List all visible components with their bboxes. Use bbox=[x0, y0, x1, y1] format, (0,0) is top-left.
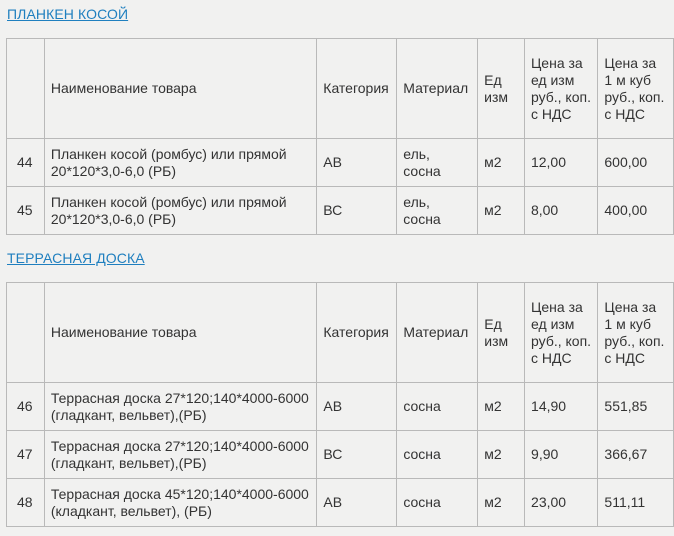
table-header-row bbox=[7, 283, 674, 383]
row-category: АВ bbox=[317, 139, 397, 187]
row-name: Террасная доска 27*120;140*4000-6000 (гладкант, вельвет),(РБ) bbox=[44, 431, 317, 479]
row-name: Планкен косой (ромбус) или прямой 20*120*3,0-6,0 (РБ) bbox=[44, 187, 316, 235]
header-unit: Ед изм bbox=[478, 39, 525, 139]
row-num: 46 bbox=[7, 383, 45, 431]
row-price-m3: 551,85 bbox=[598, 383, 674, 431]
terrace-price-table bbox=[6, 282, 674, 527]
row-price-unit: 23,00 bbox=[525, 479, 598, 527]
header-unit: Ед изм bbox=[478, 283, 525, 383]
header-material: Материал bbox=[397, 283, 478, 383]
header-material: Материал bbox=[397, 39, 478, 139]
planken-price-table bbox=[6, 38, 674, 235]
header-category: Категория bbox=[317, 39, 397, 139]
row-price-unit: 14,90 bbox=[525, 383, 598, 431]
header-price-unit: Цена за ед изм руб., коп. с НДС bbox=[525, 283, 598, 383]
row-name: Планкен косой (ромбус) или прямой 20*120*3,0-6,0 (РБ) bbox=[44, 139, 316, 187]
row-name: Террасная доска 27*120;140*4000-6000 (гладкант, вельвет),(РБ) bbox=[44, 383, 317, 431]
header-category: Категория bbox=[317, 283, 397, 383]
section-title-terrace[interactable]: ТЕРРАСНАЯ ДОСКА bbox=[7, 250, 145, 266]
row-unit: м2 bbox=[478, 139, 525, 187]
table-row bbox=[7, 431, 674, 479]
section-title-planken[interactable]: ПЛАНКЕН КОСОЙ bbox=[7, 6, 129, 22]
row-price-m3: 600,00 bbox=[598, 139, 674, 187]
row-unit: м2 bbox=[478, 383, 525, 431]
row-num: 44 bbox=[7, 139, 45, 187]
table-header-row bbox=[7, 39, 674, 139]
row-unit: м2 bbox=[478, 479, 525, 527]
row-price-unit: 8,00 bbox=[524, 187, 597, 235]
row-category: ВС bbox=[317, 431, 397, 479]
row-material: сосна bbox=[397, 431, 478, 479]
row-category: ВС bbox=[317, 187, 397, 235]
row-price-m3: 511,11 bbox=[598, 479, 674, 527]
row-num: 45 bbox=[7, 187, 45, 235]
header-name: Наименование товара bbox=[44, 283, 317, 383]
row-material: ель, сосна bbox=[397, 139, 478, 187]
row-material: ель, сосна bbox=[397, 187, 478, 235]
header-price-m3: Цена за 1 м куб руб., коп. с НДС bbox=[598, 39, 674, 139]
table-row bbox=[7, 479, 674, 527]
header-name: Наименование товара bbox=[44, 39, 316, 139]
row-category: АВ bbox=[317, 383, 397, 431]
table-row bbox=[7, 139, 674, 187]
row-unit: м2 bbox=[478, 431, 525, 479]
row-unit: м2 bbox=[478, 187, 525, 235]
row-price-unit: 9,90 bbox=[525, 431, 598, 479]
row-category: АВ bbox=[317, 479, 397, 527]
table-row bbox=[7, 383, 674, 431]
row-price-m3: 400,00 bbox=[598, 187, 674, 235]
row-price-unit: 12,00 bbox=[524, 139, 597, 187]
row-name: Террасная доска 45*120;140*4000-6000 (кладкант, вельвет), (РБ) bbox=[44, 479, 317, 527]
row-price-m3: 366,67 bbox=[598, 431, 674, 479]
row-material: сосна bbox=[397, 479, 478, 527]
header-price-unit: Цена за ед изм руб., коп. с НДС bbox=[524, 39, 597, 139]
row-num: 48 bbox=[7, 479, 45, 527]
header-num bbox=[7, 39, 45, 139]
header-price-m3: Цена за 1 м куб руб., коп. с НДС bbox=[598, 283, 674, 383]
row-material: сосна bbox=[397, 383, 478, 431]
header-num bbox=[7, 283, 45, 383]
table-row bbox=[7, 187, 674, 235]
row-num: 47 bbox=[7, 431, 45, 479]
